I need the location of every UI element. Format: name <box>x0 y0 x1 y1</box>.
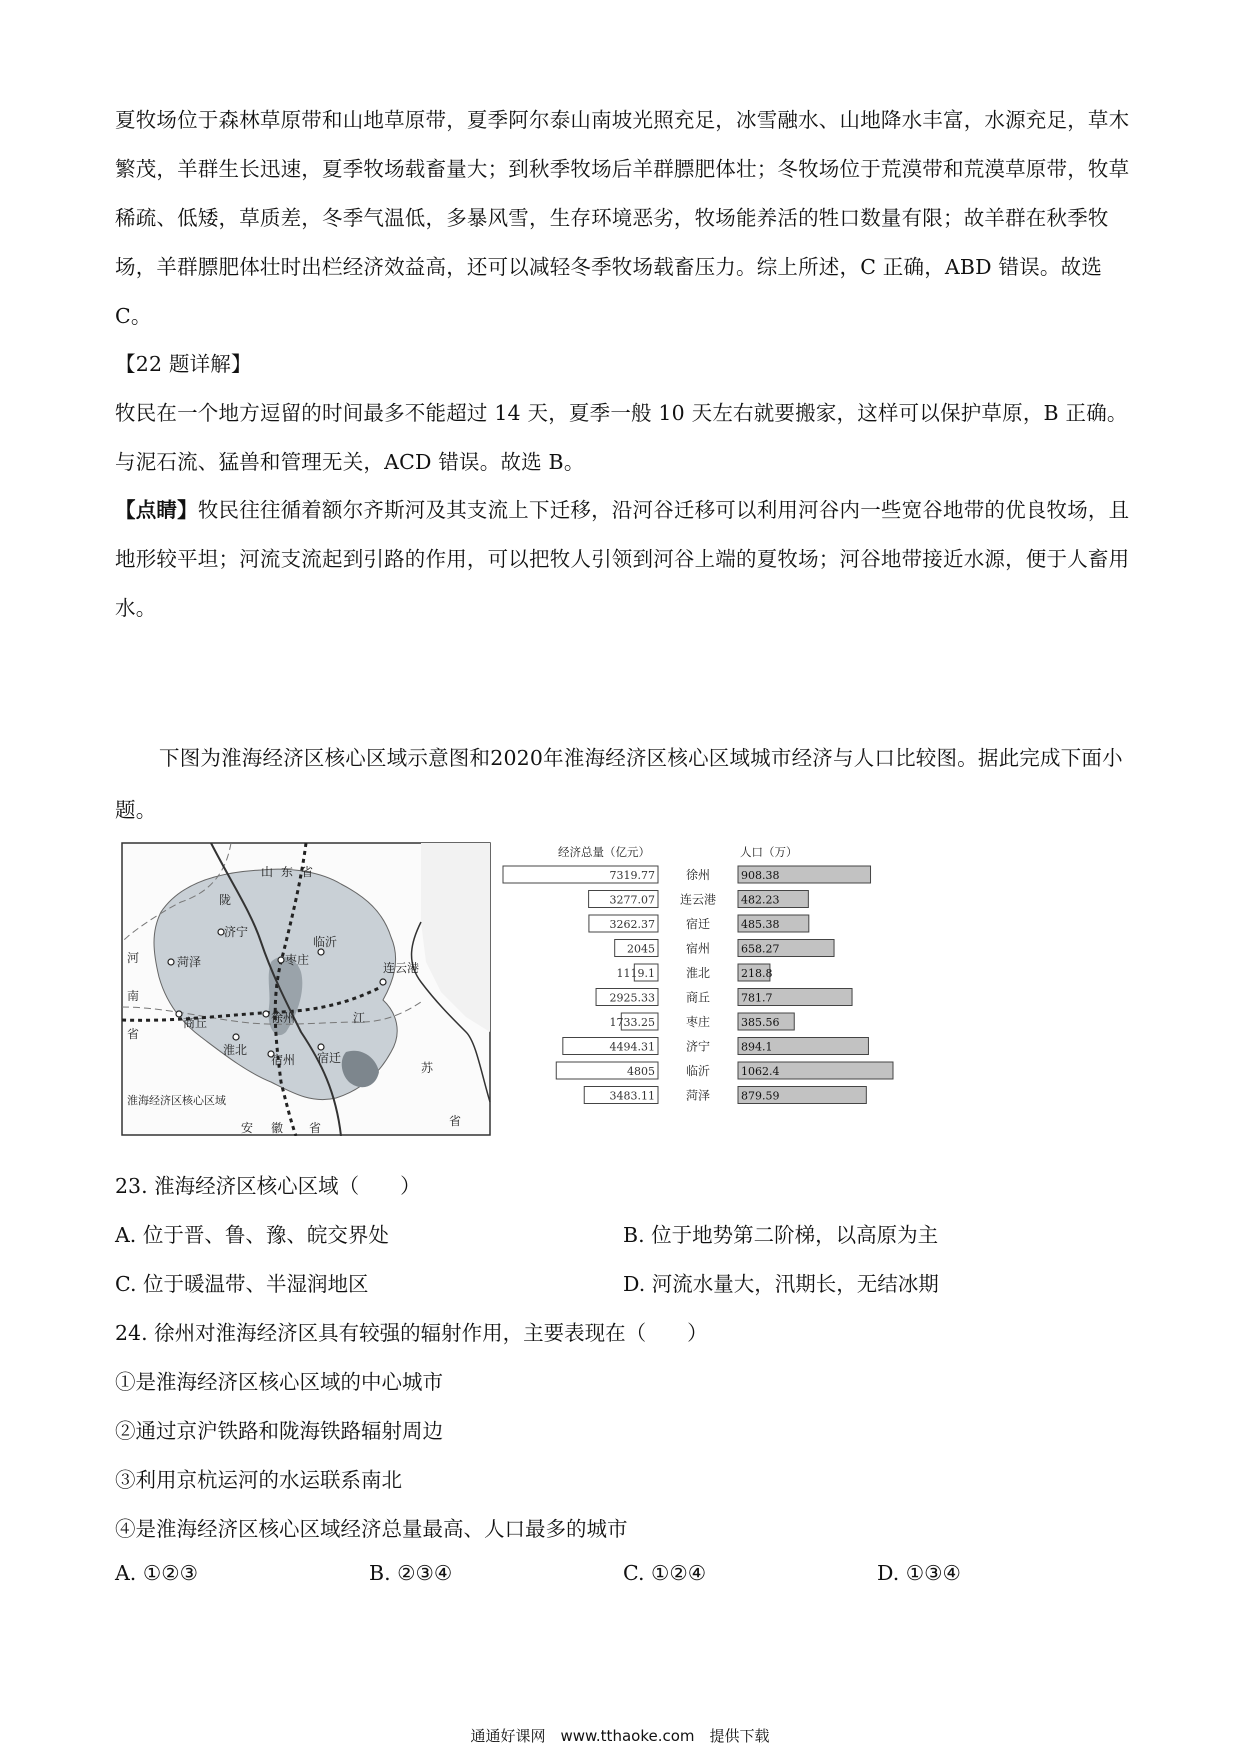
city-label-suzhou: 宿州 <box>271 1053 296 1067</box>
population-value-label: 658.27 <box>741 942 780 956</box>
figure-intro-text: 下图为淮海经济区核心区域示意图和2020年淮海经济区核心区域城市经济与人口比较图。据此完成下面小题。 <box>115 746 1123 822</box>
city-label-zaozhuang: 枣庄 <box>285 953 310 967</box>
q23-option-b: B. 位于地势第二阶梯，以高原为主 <box>623 1223 939 1247</box>
category-label: 宿迁 <box>685 917 711 931</box>
analysis-paragraph-21: 夏牧场位于森林草原带和山地草原带，夏季阿尔泰山南坡光照充足，冰雪融水、山地降水丰富，水源充足，草木繁茂，羊群生长迅速，夏季牧场载畜量大；到秋季牧场后羊群膘肥体壮；冬牧场位于荒漠带和荒漠草原带，牧草稀疏、低矮，草质差，冬季气温低，多暴风雪，生存环境恶劣，牧场能养活的牲口数量有限；故羊群在秋季牧场，羊群膘肥体壮时出栏经济效益高，还可以减轻冬季牧场载畜压力。综上所述，C 正确，ABD 错误。故选 C。 <box>115 108 1130 328</box>
city-label-shangqiu: 商丘 <box>183 1016 208 1030</box>
q23-option-a: A. 位于晋、鲁、豫、皖交界处 <box>115 1223 389 1247</box>
question-23-stem: 23. 淮海经济区核心区域（ ） <box>115 1174 421 1198</box>
dianjing-label: 【点睛】 <box>115 498 198 522</box>
economy-population-chart <box>498 840 1018 1140</box>
dianjing-paragraph <box>115 486 1135 633</box>
question-22-heading: 【22 题详解】 <box>115 352 252 376</box>
q23-option-d: D. 河流水量大，汛期长，无结冰期 <box>623 1272 939 1296</box>
province-label-shandong: 山东省 <box>261 865 322 879</box>
q24-item-4: ④是淮海经济区核心区域经济总量最高、人口最多的城市 <box>115 1517 628 1541</box>
province-label-jiangsu: 苏 <box>421 1061 434 1075</box>
population-value-label: 385.56 <box>741 1016 780 1029</box>
q24-option-a: A. ①②③ <box>115 1561 198 1585</box>
category-label: 商丘 <box>685 990 711 1005</box>
economy-value-label: 1733.25 <box>609 1016 655 1029</box>
rail-label-longhai: 陇 <box>219 893 232 907</box>
category-label: 徐州 <box>685 868 711 882</box>
population-value-label: 482.23 <box>741 893 780 907</box>
svg-text:江: 江 <box>353 1011 366 1025</box>
category-label: 济宁 <box>685 1039 711 1054</box>
city-label-linyi: 临沂 <box>313 935 338 949</box>
dianjing-text: 牧民往往循着额尔齐斯河及其支流上下迁移，沿河谷迁移可以利用河谷内一些宽谷地带的优良牧场，且地形较平坦；河流支流起到引路的作用，可以把牧人引领到河谷上端的夏牧场；河谷地带接近水源，便于人畜用水。 <box>115 498 1130 620</box>
category-label: 菏泽 <box>685 1088 711 1103</box>
population-value-label: 894.1 <box>741 1040 773 1054</box>
population-value-label: 908.38 <box>741 869 780 882</box>
category-label: 临沂 <box>685 1064 711 1078</box>
category-label: 淮北 <box>685 966 711 980</box>
q24-item-3: ③利用京杭运河的水运联系南北 <box>115 1468 402 1492</box>
svg-text:南: 南 <box>127 989 140 1003</box>
q24-option-c: C. ①②④ <box>623 1561 707 1585</box>
svg-text:省: 省 <box>127 1027 140 1041</box>
q24-item-2: ②通过京沪铁路和陇海铁路辐射周边 <box>115 1419 443 1443</box>
economy-value-label: 1119.1 <box>616 967 655 980</box>
economy-value-label: 4805 <box>627 1065 655 1078</box>
population-value-label: 1062.4 <box>741 1065 780 1078</box>
population-value-label: 781.7 <box>741 991 773 1005</box>
economy-value-label: 3262.37 <box>609 918 655 931</box>
economy-value-label: 2925.33 <box>609 991 655 1005</box>
city-label-heze: 菏泽 <box>177 955 202 969</box>
svg-text:省: 省 <box>449 1114 462 1128</box>
svg-text:省: 省 <box>309 1121 322 1135</box>
province-label-anhui: 安 <box>241 1121 254 1135</box>
question-24-stem: 24. 徐州对淮海经济区具有较强的辐射作用，主要表现在（ ） <box>115 1321 708 1345</box>
city-label-suqian: 宿迁 <box>317 1051 342 1065</box>
q24-item-1: ①是淮海经济区核心区域的中心城市 <box>115 1370 443 1394</box>
city-label-lianyungang: 连云港 <box>383 961 420 975</box>
economy-value-label: 2045 <box>627 942 655 956</box>
svg-text:徽: 徽 <box>271 1121 284 1135</box>
province-label-henan-visible: 河 <box>127 951 150 965</box>
population-value-label: 485.38 <box>741 918 780 931</box>
page-footer: 通通好课网 www.tthaoke.com 提供下载 <box>470 1727 770 1745</box>
city-label-huaibei: 淮北 <box>223 1043 248 1057</box>
q23-option-c: C. 位于暖温带、半湿润地区 <box>115 1272 369 1296</box>
city-label-xuzhou: 徐州 <box>271 1011 296 1025</box>
economy-series-header: 经济总量（亿元） <box>558 845 650 859</box>
category-label: 宿州 <box>685 941 711 956</box>
category-label: 连云港 <box>679 892 717 907</box>
q24-option-b: B. ②③④ <box>369 1561 453 1585</box>
economy-value-label: 7319.77 <box>609 869 655 882</box>
q24-option-d: D. ①③④ <box>877 1561 961 1585</box>
population-value-label: 879.59 <box>741 1089 780 1103</box>
huaihai-region-map <box>121 842 491 1136</box>
population-value-label: 218.8 <box>741 967 773 980</box>
population-series-header: 人口（万） <box>740 845 798 859</box>
city-label-jining: 济宁 <box>224 925 249 939</box>
category-label: 枣庄 <box>685 1015 711 1029</box>
map-legend-label: 淮海经济区核心区域 <box>127 1094 226 1107</box>
economy-value-label: 3483.11 <box>609 1089 655 1103</box>
economy-value-label: 3277.07 <box>609 893 655 907</box>
economy-value-label: 4494.31 <box>609 1040 655 1054</box>
analysis-paragraph-22: 牧民在一个地方逗留的时间最多不能超过 14 天，夏季一般 10 天左右就要搬家，这样可以保护草原，B 正确。与泥石流、猛兽和管理无关，ACD 错误。故选 B。 <box>115 401 1128 474</box>
